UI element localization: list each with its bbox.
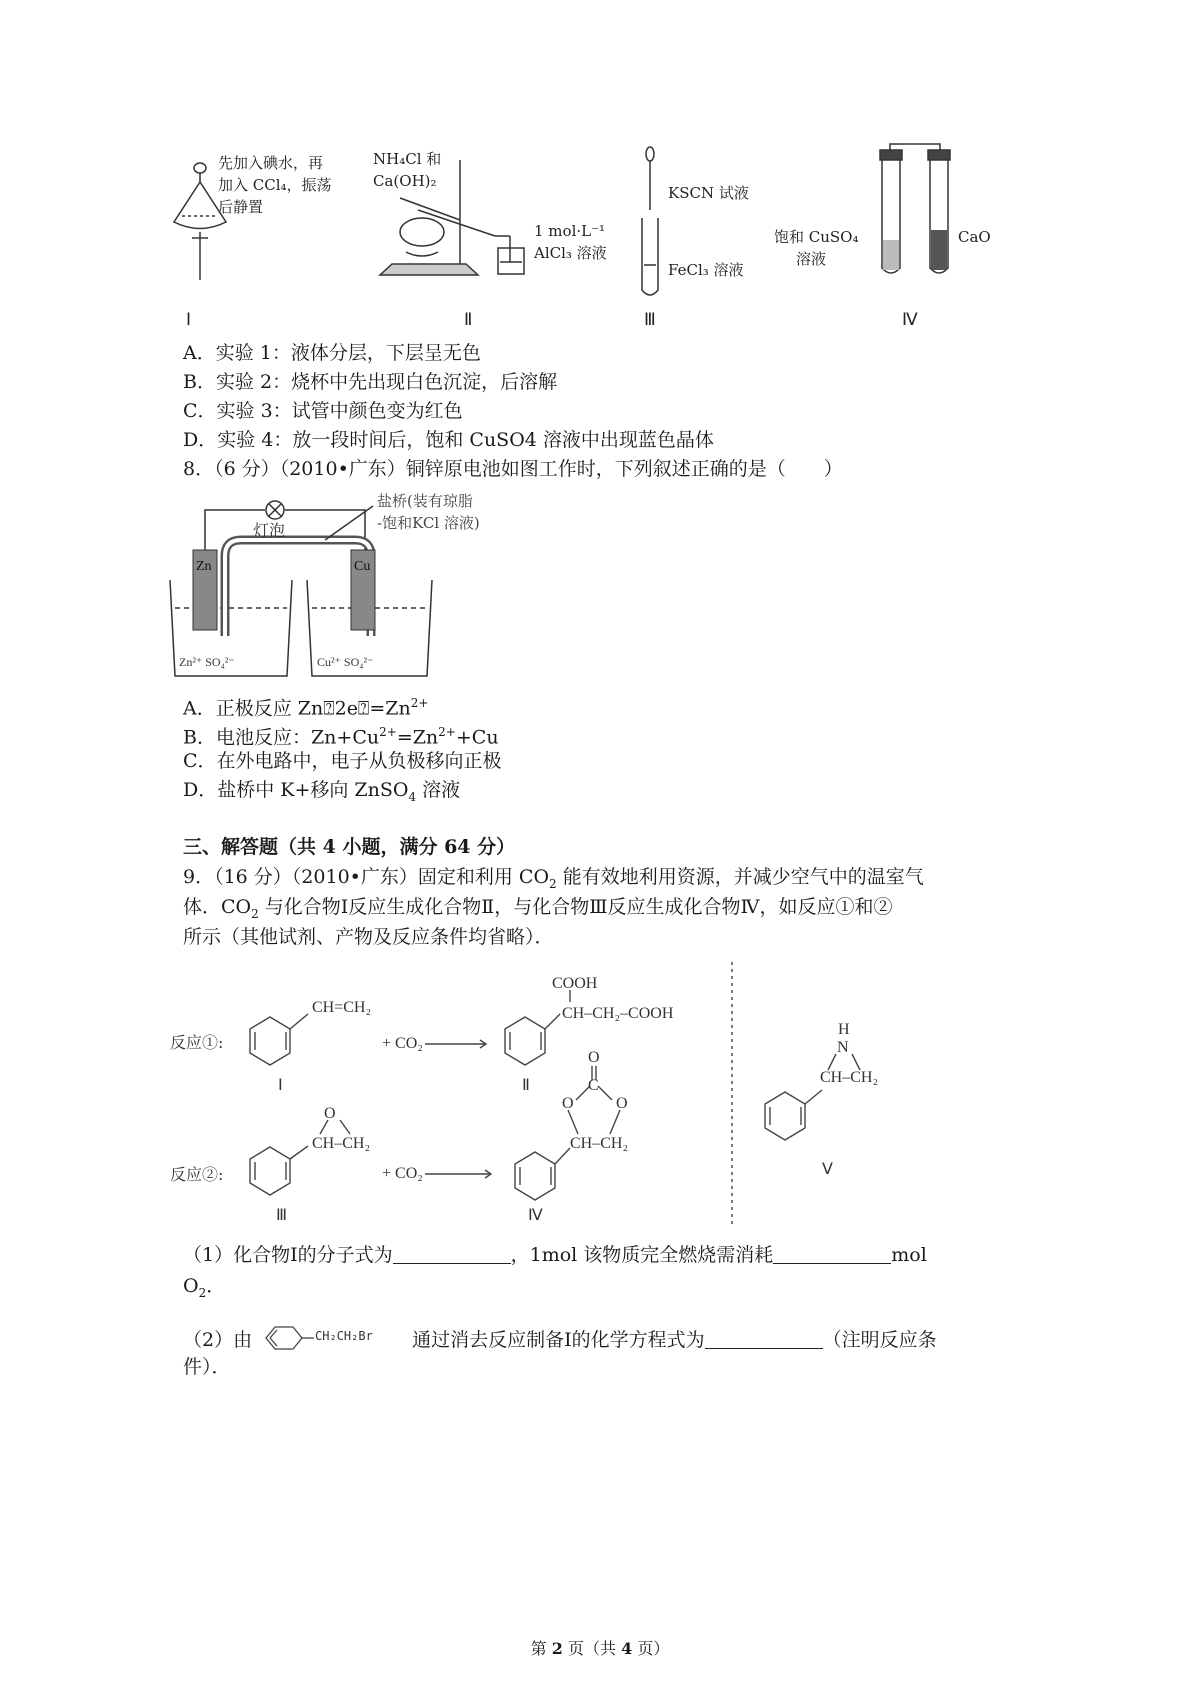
cpd4-chain: CH–CH₂ xyxy=(570,1135,629,1152)
fig-caption-2: Ⅱ xyxy=(464,310,473,329)
q9-part2-post: （注明反应条 xyxy=(822,1329,937,1351)
cpd4-carbon: C xyxy=(588,1077,599,1094)
fig2-text-top-2: Ca(OH)₂ xyxy=(373,172,437,190)
cpd2-chain: CH–CH₂–COOH xyxy=(562,1005,674,1022)
q9-line2 xyxy=(183,894,893,927)
q8-option-b-pre: B．电池反应：Zn+Cu xyxy=(183,726,380,749)
fig-caption-3: Ⅲ xyxy=(644,310,656,329)
fig1-text-3: 后静置 xyxy=(218,198,264,216)
q9-line1-pre: 9．（16 分）（2010•广东）固定和利用 CO xyxy=(183,866,550,888)
fig2-text-top-1: NH₄Cl 和 xyxy=(373,150,442,168)
q8-option-d-post: 溶液 xyxy=(416,779,461,801)
q8-option-b-sup1: 2+ xyxy=(379,725,397,739)
q9-part1-mid: ，1mol 该物质完全燃烧需消耗 xyxy=(510,1244,774,1266)
q9-part2-line2: 件）． xyxy=(183,1356,231,1378)
answer-blank-formula[interactable] xyxy=(393,1243,511,1264)
footer-mid: 页（共 xyxy=(562,1639,622,1658)
cu-label: Cu xyxy=(354,559,371,574)
cpd-label-3: Ⅲ xyxy=(276,1207,288,1224)
q8-option-a xyxy=(183,690,428,721)
plus-co2-2: + CO₂ xyxy=(382,1165,423,1182)
bulb-label: 灯泡 xyxy=(253,521,286,540)
q8-option-b xyxy=(183,719,499,750)
fig4-text-left-1: 饱和 CuSO₄ xyxy=(774,228,859,246)
q8-option-d-pre: D．盐桥中 K+移向 ZnSO xyxy=(183,779,409,801)
q9-part1-line2-post: ． xyxy=(206,1275,226,1297)
part2-struct-text: CH₂CH₂Br xyxy=(315,1329,373,1343)
cpd5-n: N xyxy=(837,1039,849,1056)
left-ions: Zn²⁺ SO₄²⁻ xyxy=(179,655,235,669)
footer-total-pages: 4 xyxy=(621,1639,633,1658)
cpd2-cooh-top: COOH xyxy=(552,975,598,992)
q9-part1-pre: （1）化合物Ⅰ的分子式为 xyxy=(183,1244,393,1266)
q8-option-a-text: A．正极反应 Zn⍰2e⍰=Zn xyxy=(183,697,411,720)
q9-part1-post: mol xyxy=(891,1244,927,1266)
q8-option-b-mid: =Zn xyxy=(396,726,439,749)
reaction-scheme xyxy=(160,962,920,1224)
q9-part2-mid: 通过消去反应制备Ⅰ的化学方程式为 xyxy=(412,1329,705,1351)
q9-line1-sub: 2 xyxy=(549,876,557,891)
q9-line1-post: 能有效地利用资源，并减少空气中的温室气 xyxy=(556,866,924,888)
galvanic-cell-figure xyxy=(165,488,565,688)
q8-option-d xyxy=(183,777,460,810)
q7-option-b: B．实验 2：烧杯中先出现白色沉淀，后溶解 xyxy=(183,371,558,393)
q8-option-d-sub: 4 xyxy=(408,789,417,804)
fig2-text-right-2: AlCl₃ 溶液 xyxy=(534,244,607,262)
q9-line2-sub: 2 xyxy=(251,906,259,921)
q8-option-b-sup2: 2+ xyxy=(438,725,456,739)
page-footer xyxy=(0,1636,1200,1659)
q7-option-a: A．实验 1：液体分层，下层呈无色 xyxy=(183,342,481,364)
q9-part1 xyxy=(183,1242,927,1268)
phenethyl-bromide-structure xyxy=(252,1322,412,1354)
q8-option-b-post: +Cu xyxy=(455,726,499,749)
q7-option-d: D．实验 4：放一段时间后，饱和 CuSO4 溶液中出现蓝色晶体 xyxy=(183,429,714,451)
experiments-figure xyxy=(160,140,1080,360)
section3-title: 三、解答题（共 4 小题，满分 64 分） xyxy=(183,836,516,858)
q9-part1-line2 xyxy=(183,1273,225,1306)
q9-part1-line2-sub: 2 xyxy=(198,1285,207,1300)
q7-option-c: C．实验 3：试管中颜色变为红色 xyxy=(183,400,463,422)
fig1-text-1: 先加入碘水，再 xyxy=(218,154,324,172)
q8-stem: 8．（6 分）（2010•广东）铜锌原电池如图工作时，下列叙述正确的是（ ） xyxy=(183,458,843,480)
fig3-text-bottom: FeCl₃ 溶液 xyxy=(668,261,744,279)
cpd-label-2: Ⅱ xyxy=(522,1077,530,1094)
cpd3-oxygen: O xyxy=(324,1105,336,1122)
cpd5-h: H xyxy=(838,1021,850,1038)
cpd5-chain: CH–CH₂ xyxy=(820,1069,879,1086)
benzene-ring-5 xyxy=(765,1092,805,1140)
answer-blank-equation[interactable] xyxy=(705,1328,823,1349)
benzene-ring-4 xyxy=(515,1152,555,1200)
q9-part2-pre: （2）由 xyxy=(183,1329,253,1351)
fig1-text-2: 加入 CCl₄，振荡 xyxy=(218,176,332,194)
benzene-ring-2 xyxy=(505,1017,545,1065)
footer-post: 页） xyxy=(632,1639,670,1658)
fig4-text-right: CaO xyxy=(958,228,991,246)
fig-caption-4: Ⅳ xyxy=(902,310,918,329)
dropper-tube-icon xyxy=(642,147,658,295)
connected-tubes-icon xyxy=(880,144,950,273)
cpd3-chain: CH–CH₂ xyxy=(312,1135,371,1152)
q8-option-c: C．在外电路中，电子从负极移向正极 xyxy=(183,750,502,772)
q9-part1-line2-pre: O xyxy=(183,1275,199,1297)
bridge-label-1: 盐桥(装有琼脂 xyxy=(377,492,473,510)
reaction1-label: 反应①: xyxy=(170,1033,224,1052)
benzene-ring-3 xyxy=(250,1147,290,1195)
q8-option-a-sup: 2+ xyxy=(410,696,429,710)
fig3-text-top: KSCN 试液 xyxy=(668,184,749,202)
fig4-text-left-2: 溶液 xyxy=(796,250,827,268)
answer-blank-o2[interactable] xyxy=(773,1243,891,1264)
cpd4-carbonyl-o: O xyxy=(588,1049,600,1066)
q9-line2-post: 与化合物Ⅰ反应生成化合物Ⅱ，与化合物Ⅲ反应生成化合物Ⅳ，如反应①和② xyxy=(258,896,893,918)
cpd-label-5: Ⅴ xyxy=(822,1161,833,1178)
benzene-ring-1 xyxy=(250,1017,290,1065)
q9-line3: 所示（其他试剂、产物及反应条件均省略）． xyxy=(183,926,554,948)
reaction2-label: 反应②: xyxy=(170,1165,224,1184)
cpd1-substituent: CH=CH₂ xyxy=(312,999,372,1016)
q9-line2-pre: 体．CO xyxy=(183,896,252,918)
fig2-text-right-1: 1 mol·L⁻¹ xyxy=(534,222,606,240)
q9-part2 xyxy=(183,1322,937,1354)
footer-pre: 第 xyxy=(530,1639,552,1658)
cpd-label-1: Ⅰ xyxy=(278,1077,283,1094)
cpd4-ring-o1: O xyxy=(562,1095,574,1112)
bridge-label-2: -饱和KCl 溶液) xyxy=(377,514,480,532)
cpd-label-4: Ⅳ xyxy=(528,1207,543,1224)
right-ions: Cu²⁺ SO₄²⁻ xyxy=(317,655,374,669)
zn-label: Zn xyxy=(196,559,212,574)
fig-caption-1: Ⅰ xyxy=(186,310,192,329)
cpd4-ring-o2: O xyxy=(616,1095,628,1112)
footer-page-number: 2 xyxy=(551,1639,563,1658)
plus-co2-1: + CO₂ xyxy=(382,1035,423,1052)
q9-line1 xyxy=(183,864,924,897)
